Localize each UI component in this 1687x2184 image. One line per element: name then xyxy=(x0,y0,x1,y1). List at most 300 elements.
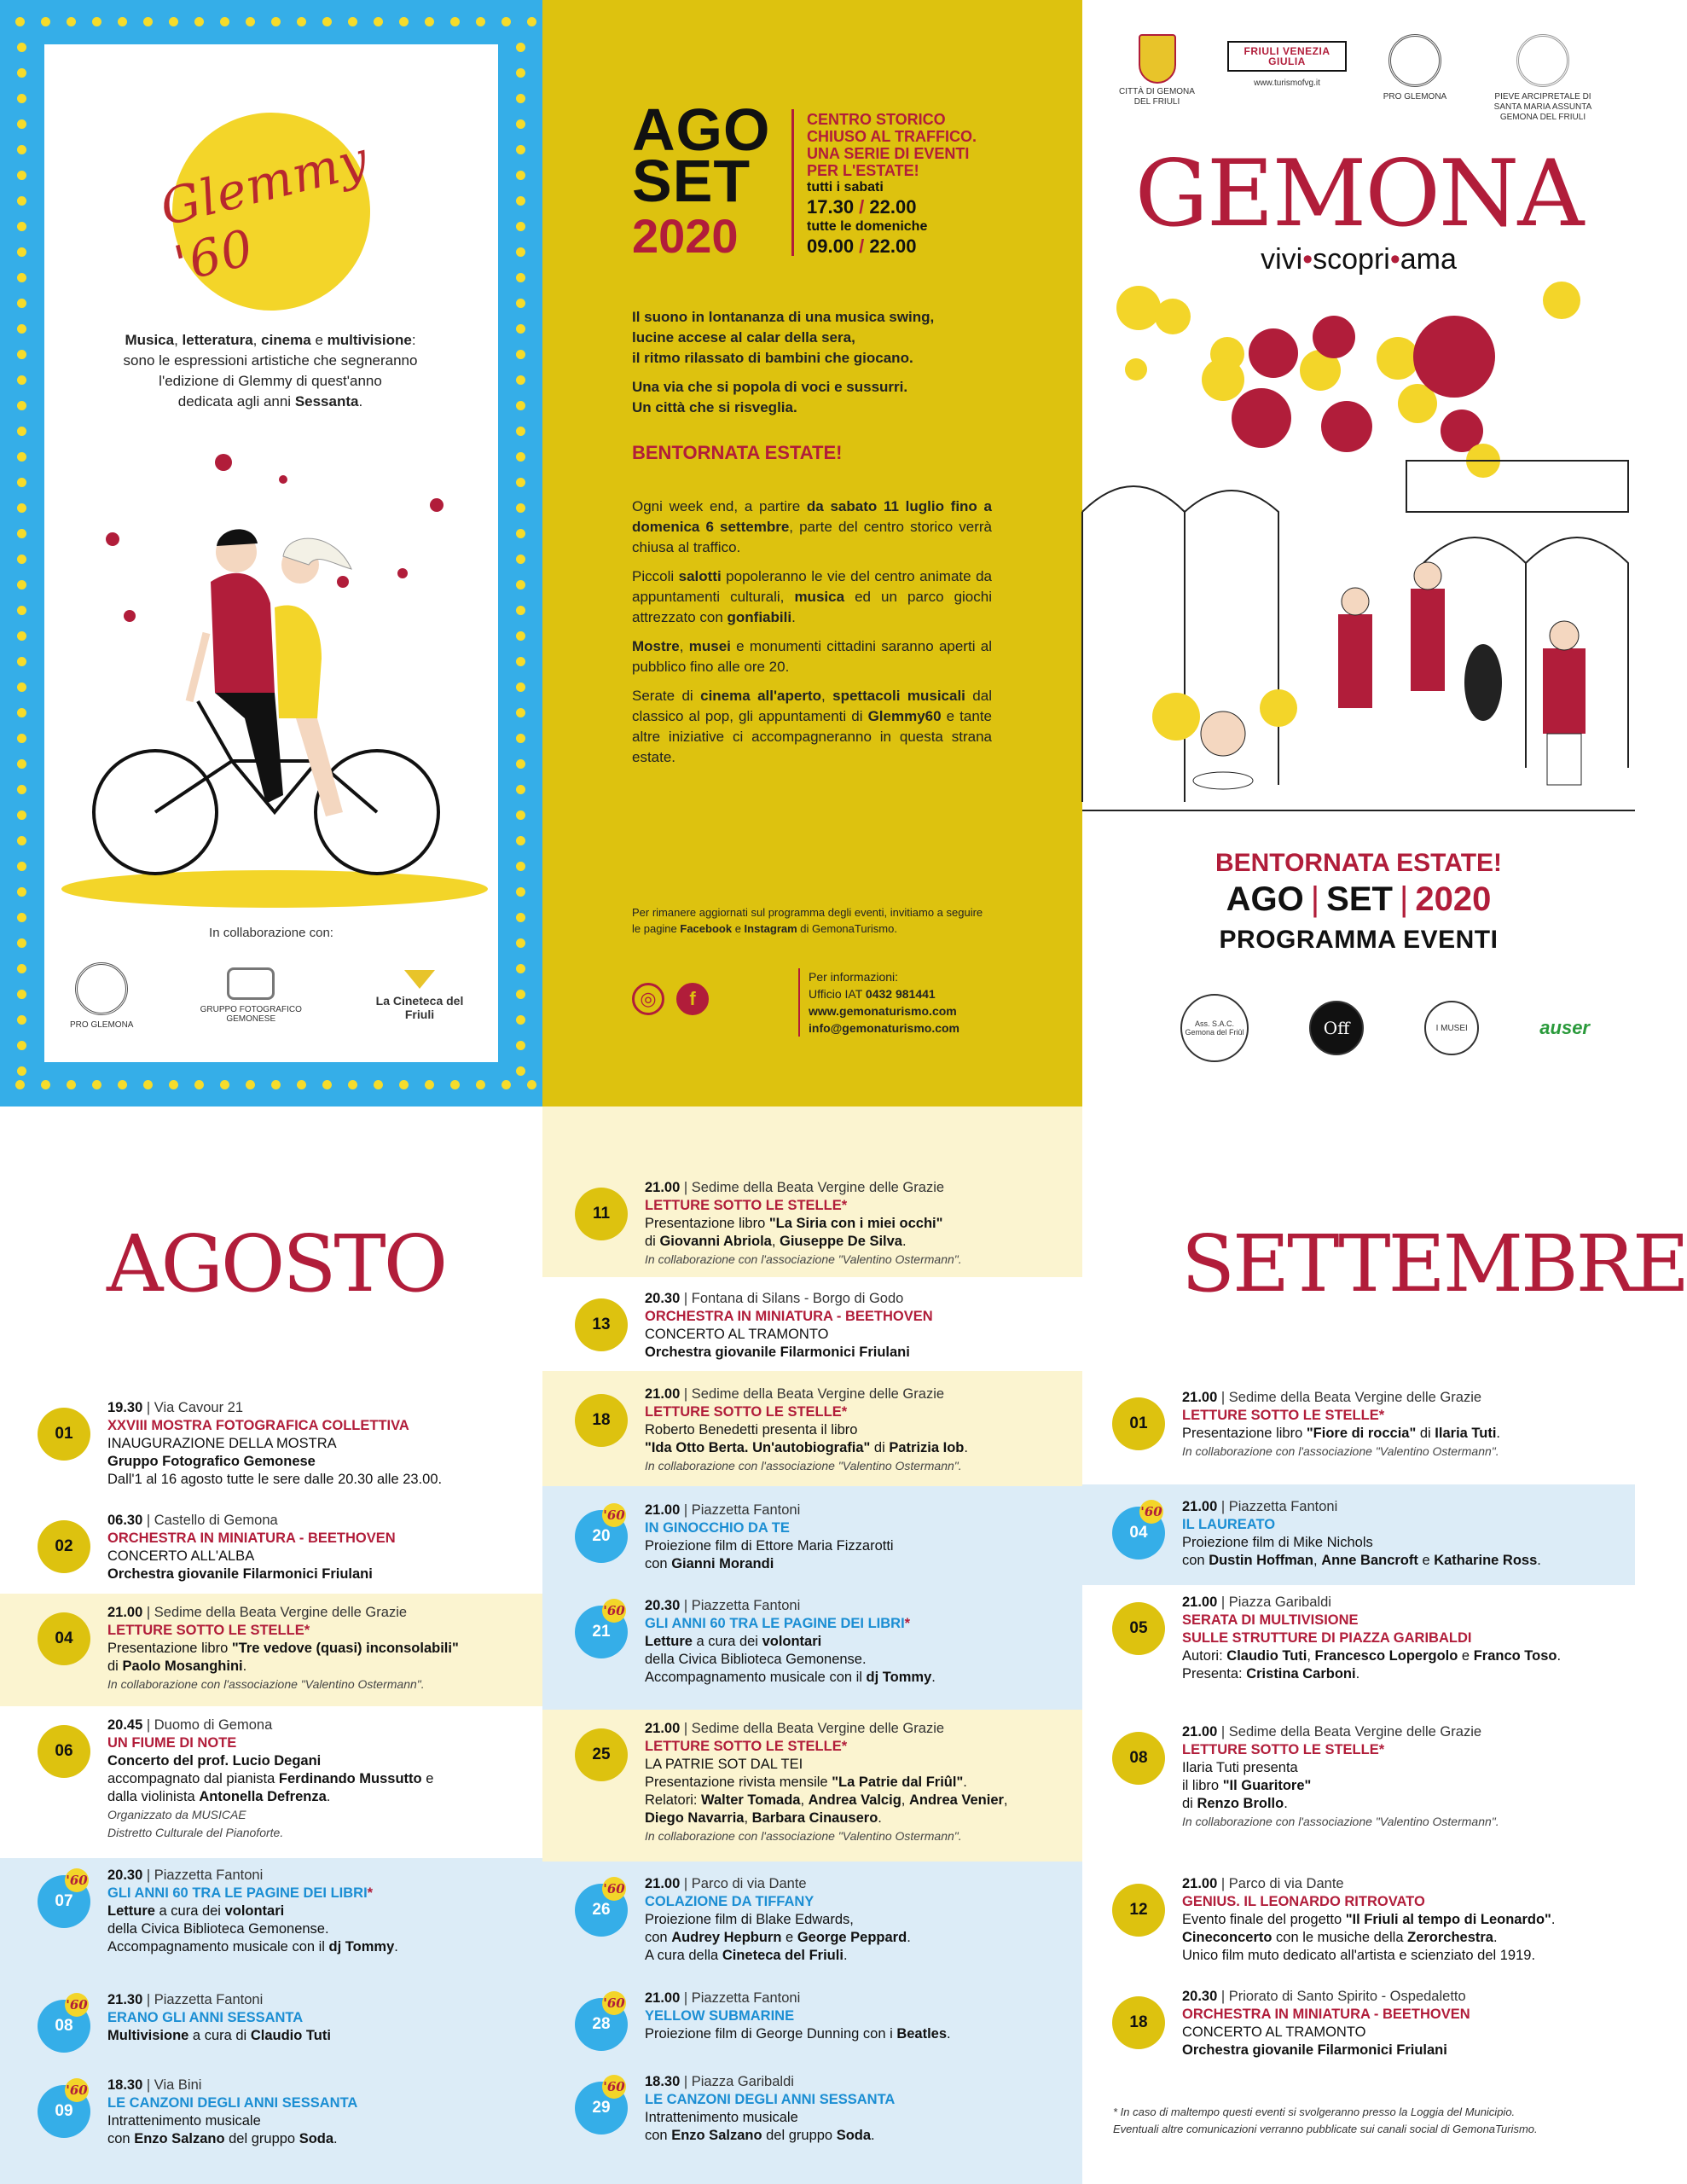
event-title: LETTURE SOTTO LE STELLE xyxy=(107,1623,304,1638)
frame-dot xyxy=(17,94,26,103)
frame-dot xyxy=(17,452,26,462)
crest-icon xyxy=(1139,34,1176,84)
frame-dot xyxy=(17,1015,26,1025)
sep: | xyxy=(680,2074,692,2089)
text: popoleranno le vie del centro animate da appuntamenti culturali, xyxy=(632,568,992,605)
contact-label: Per informazioni: xyxy=(809,970,899,984)
day-badge xyxy=(1112,1732,1165,1785)
frame-dot xyxy=(516,631,525,641)
event-detail: di xyxy=(870,1440,890,1455)
saturday-label: tutti i sabati xyxy=(807,180,884,195)
event-title: YELLOW SUBMARINE xyxy=(645,2008,795,2024)
phone-number[interactable]: 0432 981441 xyxy=(865,987,936,1001)
tagline-sep: • xyxy=(1302,243,1313,276)
frame-dot xyxy=(17,247,26,257)
event-item xyxy=(1182,1594,1626,1683)
info-line: CENTRO STORICO xyxy=(807,111,946,128)
event-detail: "Fiore di roccia" xyxy=(1306,1426,1417,1441)
sep: | xyxy=(142,1400,154,1415)
sep: | xyxy=(680,1721,692,1736)
event-title: GLI ANNI 60 TRA LE PAGINE DEI LIBRI xyxy=(107,1885,368,1901)
event-detail: Enzo Salzano xyxy=(671,2128,762,2143)
frame-dot xyxy=(516,222,525,231)
pro-glemona-label: PRO GLEMONA xyxy=(70,1019,134,1030)
event-detail: Claudio Tuti xyxy=(250,2028,331,2043)
event-line xyxy=(107,1902,517,1920)
text: , parte del centro storico verrà chiusa al traffico. xyxy=(632,519,993,555)
text: . xyxy=(791,609,796,625)
event-title: LETTURE SOTTO LE STELLE xyxy=(1182,1408,1379,1423)
frame-dot xyxy=(17,682,26,692)
event-detail: . xyxy=(1284,1796,1288,1811)
instagram-link[interactable]: Instagram xyxy=(744,922,797,935)
event-detail: e xyxy=(1417,1553,1435,1568)
triangle-icon xyxy=(404,970,435,989)
frame-dot xyxy=(17,1041,26,1050)
event-line xyxy=(645,1326,1088,1344)
comune-label: CITTÀ DI GEMONA DEL FRIULI xyxy=(1119,87,1195,107)
event-detail: Soda xyxy=(836,2128,872,2143)
event-line xyxy=(645,1597,1088,1615)
intro-sep: e xyxy=(310,332,328,348)
day-number: 20 xyxy=(592,1527,611,1545)
gruppo-fotografico-logo xyxy=(195,967,306,1024)
frame-dot xyxy=(516,452,525,462)
intro-word: Sessanta xyxy=(294,393,359,410)
event-detail: di xyxy=(1182,1796,1197,1811)
intro-paragraph-1 xyxy=(632,307,992,369)
text: Per rimanere aggiornati sul programma degli eventi, invitiamo a seguire le pagine xyxy=(632,906,983,935)
event-line xyxy=(645,1633,1088,1651)
frame-dot xyxy=(516,785,525,794)
info-line: CHIUSO AL TRAFFICO. xyxy=(807,128,977,145)
day-number: 04 xyxy=(55,1629,73,1647)
event-detail: Francesco Lopergolo xyxy=(1314,1648,1458,1664)
lantern xyxy=(1321,401,1372,452)
event-time: 06.30 xyxy=(107,1513,143,1528)
intro-sep: , xyxy=(174,332,183,348)
frame-dot xyxy=(516,990,525,999)
website-link[interactable]: www.gemonaturismo.com xyxy=(809,1004,957,1018)
intro-word: Musica xyxy=(125,332,175,348)
text-bold: musica xyxy=(794,589,845,605)
event-time: 21.00 xyxy=(645,1721,681,1736)
day-number: 07 xyxy=(55,1892,73,1910)
day-number: 11 xyxy=(592,1205,611,1223)
frame-dot xyxy=(17,119,26,129)
day-number: 08 xyxy=(1129,1749,1148,1767)
day-badge xyxy=(38,1520,90,1573)
event-line xyxy=(645,1233,1088,1251)
frame-dot xyxy=(516,273,525,282)
event-title: IL LAUREATO xyxy=(1182,1517,1276,1532)
intro-word: cinema xyxy=(261,332,311,348)
event-location: Piazzetta Fantoni xyxy=(154,1867,264,1883)
paragraph-line: Una via che si popola di voci e sussurri. xyxy=(632,379,908,395)
sunday-start: 09.00 xyxy=(807,235,855,257)
event-detail: Zerorchestra xyxy=(1407,1930,1493,1945)
couple-bicycle-illustration xyxy=(61,437,488,915)
event-location: Via Cavour 21 xyxy=(154,1400,244,1415)
event-detail: con xyxy=(645,2128,672,2143)
event-detail: "La Patrie dal Friûl" xyxy=(832,1774,964,1790)
event-title: GLI ANNI 60 TRA LE PAGINE DEI LIBRI xyxy=(645,1616,905,1631)
event-item xyxy=(107,1716,517,1842)
frame-dot xyxy=(516,171,525,180)
agosto-heading: AGOSTO xyxy=(107,1218,446,1310)
event-detail: Relatori: xyxy=(645,1792,702,1808)
event-line xyxy=(1182,1795,1626,1813)
event-detail: Concerto del prof. Lucio Degani xyxy=(107,1753,322,1769)
frame-dot xyxy=(399,1080,409,1089)
paragraph-4 xyxy=(632,566,992,628)
event-detail: , xyxy=(1003,1792,1008,1808)
sep: | xyxy=(1217,1724,1229,1740)
event-line xyxy=(1182,2024,1626,2042)
event-detail: Presentazione libro xyxy=(107,1641,232,1656)
frame-dot xyxy=(143,1080,153,1089)
event-detail: e xyxy=(1458,1648,1474,1664)
frame-dot xyxy=(516,1041,525,1050)
event-location: Sedime della Beata Vergine delle Grazie xyxy=(691,1386,945,1402)
event-detail: . xyxy=(947,2026,951,2042)
event-detail: Ferdinando Mussutto xyxy=(278,1771,422,1786)
frame-dot xyxy=(17,478,26,487)
sep: | xyxy=(142,1605,154,1620)
day-badge xyxy=(1112,1884,1165,1937)
event-detail: . xyxy=(1496,1426,1501,1441)
event-line xyxy=(645,1403,1088,1421)
day-number: 02 xyxy=(55,1537,73,1555)
event-line xyxy=(107,1530,517,1548)
day-badge xyxy=(1112,1602,1165,1655)
event-detail: , xyxy=(744,1810,752,1826)
frame-dot xyxy=(17,734,26,743)
event-title: SULLE STRUTTURE DI PIAZZA GARIBALDI xyxy=(1182,1630,1472,1646)
event-detail: del gruppo xyxy=(762,2128,837,2143)
frame-dot xyxy=(516,810,525,820)
sep: | xyxy=(1217,1989,1229,2004)
frame-dot xyxy=(143,17,153,26)
glemmy-inner xyxy=(44,44,498,1062)
event-detail: . xyxy=(843,1948,848,1963)
event-line xyxy=(645,1738,1088,1756)
frame-dot xyxy=(516,580,525,590)
event-item xyxy=(645,1875,1088,1965)
event-line xyxy=(645,1502,1088,1519)
event-location: Priorato di Santo Spirito - Ospedaletto xyxy=(1228,1989,1466,2004)
event-detail: . xyxy=(902,1234,907,1249)
event-line xyxy=(107,1752,517,1770)
frame-dot xyxy=(322,1080,332,1089)
frame-dot xyxy=(17,810,26,820)
event-line xyxy=(1182,1988,1626,2006)
event-detail: Enzo Salzano xyxy=(134,2131,225,2146)
event-line xyxy=(645,1893,1088,1911)
event-detail: Barbara Cinausero xyxy=(751,1810,878,1826)
glemmy60-badge xyxy=(602,1877,626,1901)
email-link[interactable]: info@gemonaturismo.com xyxy=(809,1021,959,1035)
event-title: LE CANZONI DEGLI ANNI SESSANTA xyxy=(107,2095,358,2111)
event-line xyxy=(1182,1407,1626,1425)
event-time: 21.00 xyxy=(645,1990,681,2006)
bentornata-heading: BENTORNATA ESTATE! xyxy=(632,442,843,463)
frame-dot xyxy=(516,299,525,308)
event-detail: Gruppo Fotografico Gemonese xyxy=(107,1454,316,1469)
day-number: 05 xyxy=(1129,1619,1148,1637)
ago-text: AGO xyxy=(632,96,771,163)
paragraph-6 xyxy=(632,686,992,768)
event-title: LETTURE SOTTO LE STELLE xyxy=(645,1198,842,1213)
event-detail: Dall'1 al 16 agosto tutte le sere dalle 20.30 alle 23.00. xyxy=(107,1472,443,1487)
event-line xyxy=(1182,1594,1626,1612)
gemona-title: GEMONA xyxy=(1134,141,1583,247)
event-line xyxy=(1182,1929,1626,1947)
frame-dot xyxy=(17,375,26,385)
sep: | xyxy=(1217,1390,1229,1405)
saturday-end: 22.00 xyxy=(869,196,917,218)
event-location: Piazzetta Fantoni xyxy=(691,1990,801,2006)
sep: | xyxy=(680,1291,692,1306)
event-time: 21.00 xyxy=(645,1180,681,1195)
event-detail: Giovanni Abriola xyxy=(659,1234,772,1249)
event-line xyxy=(645,1911,1088,1929)
pieve-label: PIEVE ARCIPRETALE DI SANTA MARIA ASSUNTA GEMONA DEL FRIULI xyxy=(1493,92,1592,122)
event-title: XXVIII MOSTRA FOTOGRAFICA COLLETTIVA xyxy=(107,1418,409,1433)
frame-dot xyxy=(17,887,26,897)
glemmy60-badge xyxy=(602,2075,626,2099)
lantern xyxy=(1543,282,1580,319)
gemona-tagline xyxy=(1082,243,1635,276)
frame-dot xyxy=(246,17,255,26)
event-detail: Presentazione libro xyxy=(645,1216,769,1231)
frame-dot xyxy=(516,606,525,615)
pieve-logo xyxy=(1483,34,1603,123)
event-detail: e xyxy=(421,1771,434,1786)
event-location: Fontana di Silans - Borgo di Godo xyxy=(691,1291,904,1306)
sep: | xyxy=(680,1180,692,1195)
event-detail: Evento finale del progetto xyxy=(1182,1912,1346,1927)
pro-glemona-logo xyxy=(70,962,133,1030)
event-item xyxy=(645,1989,1088,2043)
event-line xyxy=(107,1471,517,1489)
schedule xyxy=(807,179,927,258)
event-line xyxy=(645,2091,1088,2109)
ostermann-note: In collaborazione con l'associazione "Valentino Ostermann". xyxy=(107,1677,425,1691)
event-location: Parco di via Dante xyxy=(1228,1876,1344,1891)
event-detail: INAUGURAZIONE DELLA MOSTRA xyxy=(107,1436,337,1451)
event-line xyxy=(645,2025,1088,2043)
event-detail: Andrea Valcig xyxy=(808,1792,901,1808)
sep: | xyxy=(1217,1499,1229,1514)
event-detail: Orchestra giovanile Filarmonici Friulani xyxy=(107,1566,373,1582)
event-detail: a cura dei xyxy=(154,1903,225,1919)
frame-dot xyxy=(17,836,26,845)
event-title: IN GINOCCHIO DA TE xyxy=(645,1520,790,1536)
frame-dot xyxy=(17,427,26,436)
sunday-end: 22.00 xyxy=(869,235,917,257)
frame-dot xyxy=(348,17,357,26)
event-detail: accompagnato dal pianista xyxy=(107,1771,279,1786)
facebook-icon[interactable]: f xyxy=(676,983,709,1015)
time-sep: / xyxy=(854,235,870,257)
event-time: 21.00 xyxy=(1182,1594,1218,1610)
frame-dot xyxy=(17,43,26,52)
glemmy60-badge xyxy=(602,1991,626,2015)
sep: | xyxy=(680,1876,692,1891)
event-detail: Cineteca del Friuli xyxy=(722,1948,844,1963)
frame-dot xyxy=(476,1080,485,1089)
event-detail: , xyxy=(800,1792,809,1808)
event-line xyxy=(107,1824,517,1842)
frame-dot xyxy=(516,913,525,922)
event-title: ORCHESTRA IN MINIATURA - BEETHOVEN xyxy=(645,1309,933,1324)
bar-sep: | xyxy=(1399,880,1409,918)
sep: | xyxy=(680,1502,692,1518)
frame-dot xyxy=(516,964,525,973)
event-line xyxy=(107,1565,517,1583)
fvg-label: FRIULI VENEZIA GIULIA xyxy=(1227,41,1347,72)
event-detail: Gianni Morandi xyxy=(671,1556,774,1571)
event-title: COLAZIONE DA TIFFANY xyxy=(645,1894,815,1909)
frame-dot xyxy=(527,17,536,26)
event-location: Piazzetta Fantoni xyxy=(691,1502,801,1518)
event-detail: Cristina Carboni xyxy=(1246,1666,1356,1682)
glemmy60-badge xyxy=(65,1868,89,1892)
glemmy60-label: '60 xyxy=(66,2082,88,2098)
text: , xyxy=(821,688,833,704)
event-title: UN FIUME DI NOTE xyxy=(107,1735,237,1751)
event-detail: . xyxy=(333,2131,338,2146)
frame-dot xyxy=(527,1080,536,1089)
event-location: Duomo di Gemona xyxy=(154,1717,273,1733)
sep: | xyxy=(1217,1594,1229,1610)
event-line xyxy=(645,1215,1088,1233)
event-detail: Letture xyxy=(645,1634,693,1649)
event-location: Sedime della Beata Vergine delle Grazie xyxy=(691,1180,945,1195)
event-detail: Unico film muto dedicato all'artista e scienziato del 1919. xyxy=(1182,1948,1536,1963)
off-logo: Off xyxy=(1309,1001,1364,1055)
frame-dot xyxy=(169,17,178,26)
instagram-icon[interactable]: ◎ xyxy=(632,983,664,1015)
star-mark: * xyxy=(841,1198,848,1213)
lantern xyxy=(1125,358,1147,380)
frame-dot xyxy=(271,1080,281,1089)
text: e xyxy=(732,922,745,935)
event-line xyxy=(645,1774,1088,1792)
event-item xyxy=(645,1179,1088,1269)
time-sep: / xyxy=(854,196,870,218)
event-detail: Diego Navarria xyxy=(645,1810,745,1826)
event-line xyxy=(1182,2042,1626,2059)
event-line xyxy=(107,1512,517,1530)
event-line xyxy=(1182,1759,1626,1777)
frame-dot xyxy=(516,94,525,103)
set-text: SET xyxy=(1326,880,1393,918)
frame-dot xyxy=(17,503,26,513)
day-number: 26 xyxy=(592,1901,611,1919)
event-line xyxy=(645,1344,1088,1362)
event-detail: Katharine Ross xyxy=(1434,1553,1538,1568)
info-line: UNA SERIE DI EVENTI xyxy=(807,145,970,162)
facebook-link[interactable]: Facebook xyxy=(680,922,733,935)
lantern xyxy=(1202,358,1244,401)
text-bold: musei xyxy=(688,638,731,654)
frame-dot xyxy=(516,657,525,666)
event-detail: Roberto Benedetti presenta il libro xyxy=(645,1422,858,1438)
paragraph-line: Il suono in lontananza di una musica swing, xyxy=(632,309,935,325)
event-line xyxy=(107,1920,517,1938)
frame-dot xyxy=(516,43,525,52)
event-time: 20.30 xyxy=(1182,1989,1218,2004)
event-detail: Walter Tomada xyxy=(701,1792,801,1808)
day-number: 18 xyxy=(592,1411,611,1429)
event-detail: A cura della xyxy=(645,1948,722,1963)
frame-dot xyxy=(516,145,525,154)
day-badge xyxy=(575,1394,628,1447)
event-detail: dalla violinista xyxy=(107,1789,200,1804)
event-detail: di xyxy=(645,1234,660,1249)
collaboration-label: In collaborazione con: xyxy=(209,926,333,940)
frame-dot xyxy=(516,375,525,385)
event-item xyxy=(107,1604,517,1693)
event-line xyxy=(645,1179,1088,1197)
frame-dot xyxy=(516,887,525,897)
event-detail: Autori: xyxy=(1182,1648,1227,1664)
set-text: SET xyxy=(632,148,751,214)
frame-dot xyxy=(516,503,525,513)
event-detail: con xyxy=(645,1556,672,1571)
event-line xyxy=(107,1734,517,1752)
paragraph-3 xyxy=(632,497,992,558)
frame-dot xyxy=(92,1080,101,1089)
frame-dot xyxy=(194,1080,204,1089)
frame-dot xyxy=(501,1080,511,1089)
frame-dot xyxy=(17,222,26,231)
event-location: Piazza Garibaldi xyxy=(691,2074,794,2089)
glemmy60-badge xyxy=(602,1503,626,1527)
event-detail: . xyxy=(871,2128,875,2143)
event-detail: a cura di xyxy=(188,2028,251,2043)
event-line xyxy=(645,1555,1088,1573)
frame-dot xyxy=(92,17,101,26)
ostermann-note: In collaborazione con l'associazione "Valentino Ostermann". xyxy=(645,1252,962,1266)
event-detail: Beatles xyxy=(896,2026,948,2042)
event-detail: con xyxy=(645,1930,672,1945)
event-time: 19.30 xyxy=(107,1400,143,1415)
day-badge xyxy=(575,1188,628,1240)
event-line xyxy=(107,1435,517,1453)
sponsor-logos xyxy=(1180,990,1590,1066)
event-item xyxy=(107,1512,517,1583)
text: di GemonaTurismo. xyxy=(797,922,897,935)
ufficio-label: Ufficio IAT xyxy=(809,987,866,1001)
contact-info xyxy=(798,968,959,1037)
sep: | xyxy=(142,1992,154,2007)
footnote-line: Eventuali altre comunicazioni verranno pubblicate sui canali social di GemonaTurismo. xyxy=(1113,2123,1538,2135)
yellow-panel xyxy=(542,0,1082,1107)
event-line xyxy=(1182,1947,1626,1965)
footnote xyxy=(1113,2104,1591,2138)
event-detail: . xyxy=(1537,1553,1541,1568)
event-line xyxy=(645,1947,1088,1965)
day-number: 18 xyxy=(1129,2013,1148,2031)
institution-logos xyxy=(1116,34,1603,122)
text: e tante altre iniziative ci accompagneranno in questa strana estate. xyxy=(632,708,992,765)
event-line xyxy=(107,1640,517,1658)
event-line xyxy=(645,2109,1088,2127)
frame-dot xyxy=(246,1080,255,1089)
